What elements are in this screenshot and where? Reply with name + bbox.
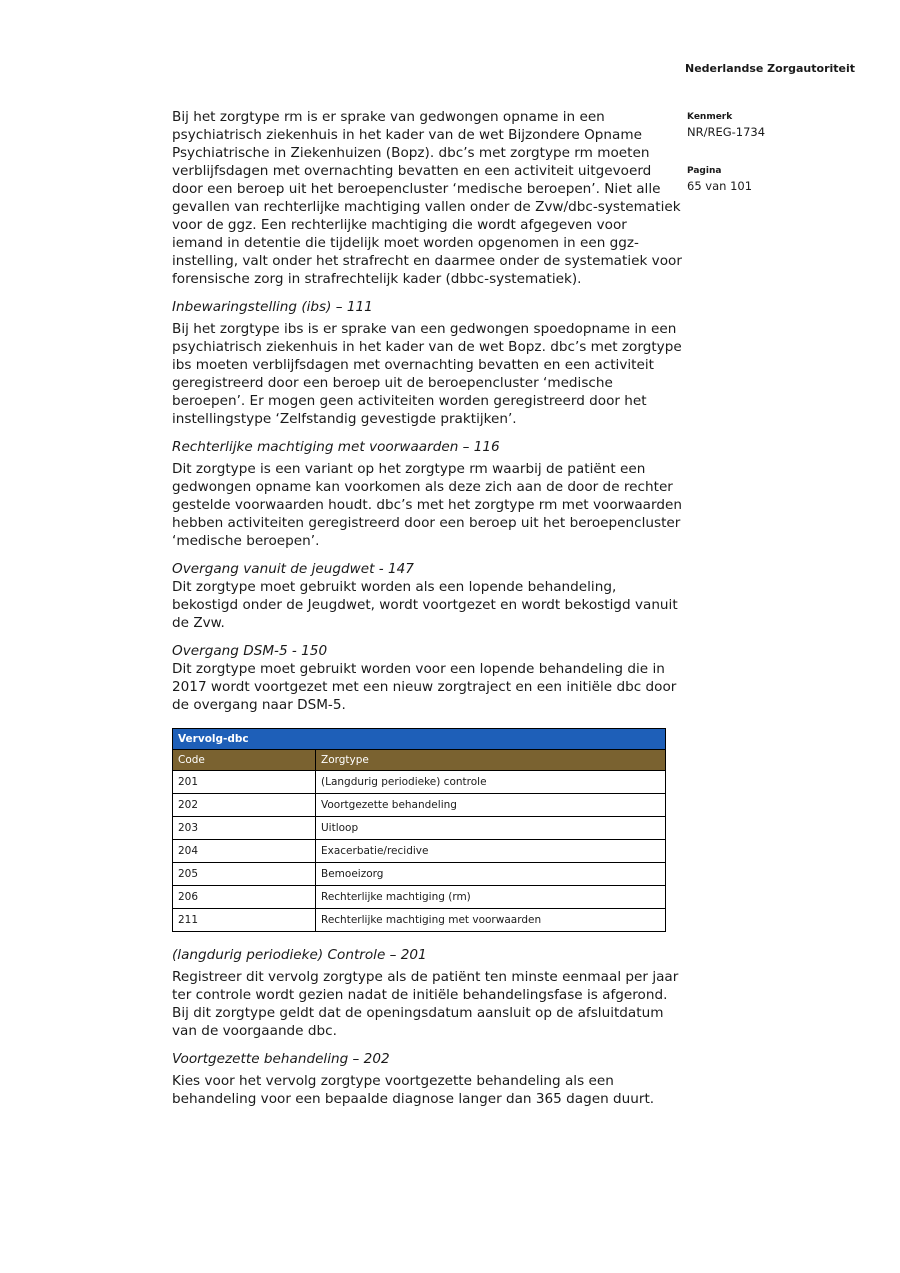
heading-voortgezette-behandeling: Voortgezette behandeling – 202 [172,1051,390,1067]
table-row [173,817,666,840]
table-row [173,794,666,817]
paragraph-voortgezette-behandeling: Kies voor het vervolg zorgtype voortgezette behandeling als een behandeling voor een bepaalde diagnose langer dan 365 dagen duurt. [172,1073,655,1107]
vervolg-dbc-table [172,728,666,932]
paragraph-rm-voorwaarden: Dit zorgtype is een variant op het zorgtype rm waarbij de patiënt een gedwongen opname kan voorkomen als deze zich aan de door de rechter gestelde voorwaarden houdt. dbc’s met het zorgtype rm met voorwaarden hebben activiteiten geregistreerd door een beroep uit het beroepencluster ‘medische beroepen’. [172,461,682,549]
cell-code: 204 [173,840,316,863]
cell-zorgtype: Exacerbatie/recidive [316,840,666,863]
document-body [172,108,682,1108]
cell-code: 201 [173,771,316,794]
paragraph-dsm5: Dit zorgtype moet gebruikt worden voor een lopende behandeling die in 2017 wordt voortgezet met een nieuw zorgtraject en een initiële dbc door de overgang naar DSM-5. [172,661,677,713]
table-row [173,909,666,932]
cell-zorgtype: Bemoeizorg [316,863,666,886]
pagina-label: Pagina [687,166,722,176]
kenmerk-value: NR/REG-1734 [687,125,766,139]
table-caption: Vervolg-dbc [173,729,666,750]
heading-ibs: Inbewaringstelling (ibs) – 111 [172,299,373,315]
paragraph-ibs: Bij het zorgtype ibs is er sprake van een gedwongen spoedopname in een psychiatrisch ziekenhuis in het kader van de wet Bopz. dbc’s met zorgtype ibs moeten verblijfsdagen met overnachting bevatten en een activiteit geregistreerd door een beroep uit de beroepencluster ‘medische beroepen’. Er mogen geen activiteiten worden geregistreerd door het instellingstype ‘Zelfstandig gevestigde praktijken’. [172,321,682,427]
pagina-value: 65 van 101 [687,179,753,193]
paragraph-jeugdwet: Dit zorgtype moet gebruikt worden als een lopende behandeling, bekostigd onder de Jeugdwet, wordt voortgezet en wordt bekostigd vanuit de Zvw. [172,579,678,631]
table-row [173,886,666,909]
table-row [173,863,666,886]
heading-dsm5: Overgang DSM-5 - 150 [172,643,328,659]
paragraph-controle: Registreer dit vervolg zorgtype als de patiënt ten minste eenmaal per jaar ter controle wordt gezien nadat de initiële behandelingsfase is afgerond. Bij dit zorgtype geldt dat de openingsdatum aansluit op de afsluitdatum van de voorgaande dbc. [172,969,679,1039]
cell-zorgtype: Rechterlijke machtiging (rm) [316,886,666,909]
heading-jeugdwet: Overgang vanuit de jeugdwet - 147 [172,561,414,577]
cell-zorgtype: Uitloop [316,817,666,840]
column-header-code: Code [173,750,316,771]
cell-code: 203 [173,817,316,840]
column-header-zorgtype: Zorgtype [316,750,666,771]
organization-name: Nederlandse Zorgautoriteit [685,62,856,75]
cell-zorgtype: Rechterlijke machtiging met voorwaarden [316,909,666,932]
heading-controle: (langdurig periodieke) Controle – 201 [172,947,427,963]
cell-zorgtype: Voortgezette behandeling [316,794,666,817]
table-row [173,771,666,794]
pagina-block [687,166,752,193]
table-row [173,840,666,863]
heading-rm-voorwaarden: Rechterlijke machtiging met voorwaarden – 116 [172,439,500,455]
kenmerk-label: Kenmerk [687,112,733,122]
kenmerk-block [687,112,765,139]
cell-code: 205 [173,863,316,886]
cell-code: 211 [173,909,316,932]
paragraph-rm: Bij het zorgtype rm is er sprake van gedwongen opname in een psychiatrisch ziekenhuis in het kader van de wet Bijzondere Opname Psychiatrische in Ziekenhuizen (Bopz). dbc’s met zorgtype rm moeten verblijfsdagen met overnachting bevatten en een activiteit uitgevoerd door een beroep uit het beroepencluster ‘medische beroepen’. Niet alle gevallen van rechterlijke machtiging vallen onder de Zvw/dbc-systematiek voor de ggz. Een rechterlijke machtiging die wordt afgegeven voor iemand in detentie die tijdelijk moet worden opgenomen in een ggz-instelling, valt onder het strafrecht en daarmee onder de systematiek voor forensische zorg in strafrechtelijk kader (dbbc-systematiek). [172,109,682,287]
cell-code: 206 [173,886,316,909]
cell-code: 202 [173,794,316,817]
cell-zorgtype: (Langdurig periodieke) controle [316,771,666,794]
